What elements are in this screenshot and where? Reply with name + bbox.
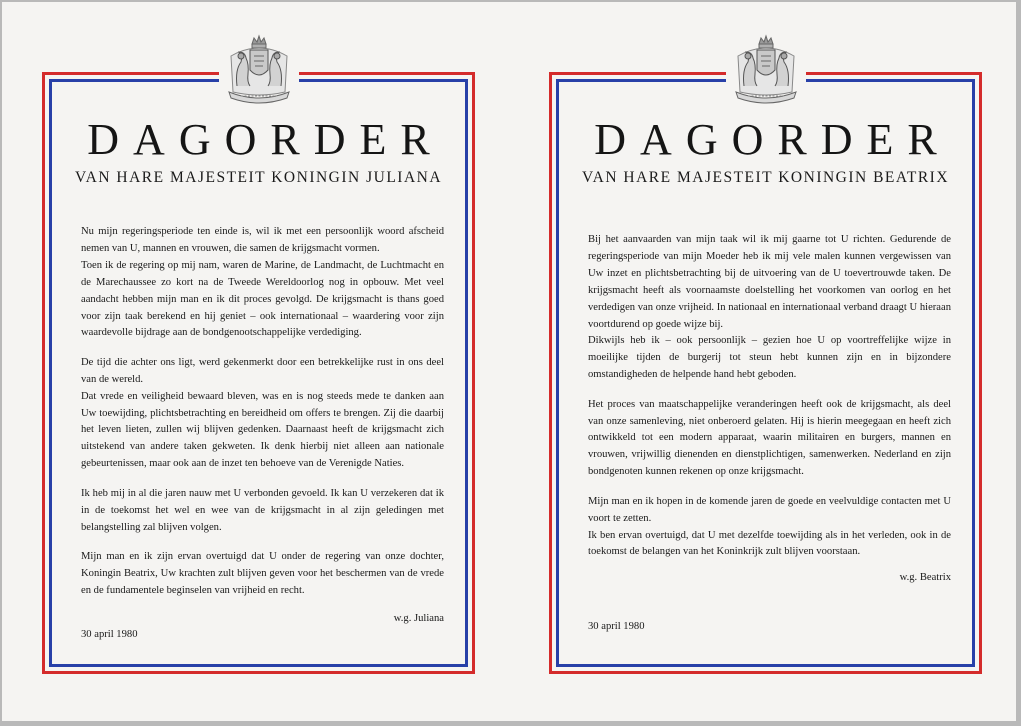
paragraph-line: Toen ik de regering op mij nam, waren de Marine, de Landmacht, de Luchtmacht en de Marechaussee zo kort na de Tweede Wereldoorlog nog in opbouw. Met veel aandacht hebben mijn man en ik dit proces gevolgd. De krijgsmacht is thans goed voor zijn taak berekend en hij geniet – ook internationaal – waardering voor zijn waardevolle bijdrage aan de bondgenootschappelijke verdediging. — [81, 259, 444, 339]
page-title: DAGORDER — [87, 115, 444, 164]
paragraph-line: Nu mijn regeringsperiode ten einde is, wil ik met een persoonlijk woord afscheid nemen van U, mannen en vrouwen, die samen de krijgsmacht vormen. — [81, 226, 444, 254]
paragraph-line: Ik heb mij in al die jaren nauw met U verbonden gevoeld. Ik kan U verzekeren dat ik in de toekomst het wel en wee van de krijgsmacht in al zijn geledingen met belangstelling zal blijven volgen. — [81, 487, 444, 533]
paragraph-line: Mijn man en ik zijn ervan overtuigd dat U onder de regering van onze dochter, Koningin Beatrix, Uw krachten zult blijven geven voor het beschermen van de vrede en de fundamentele beginselen van vrijheid en recht. — [81, 550, 444, 596]
date: 30 april 1980 — [81, 629, 138, 640]
paragraph-line: Mijn man en ik hopen in de komende jaren de goede en veelvuldige contacten met U voort te zetten. — [588, 495, 951, 524]
paragraph — [588, 494, 951, 562]
paragraph — [588, 232, 951, 384]
paragraph-line: Bij het aanvaarden van mijn taak wil ik mij gaarne tot U richten. Gedurende de regeringsperiode van mijn Moeder heb ik mij vele malen kunnen vergewissen van Uw inzet en plichtsbetrachting bij de uitvoering van de U toevertrouwde taken. De krijgsmacht heeft als voornaamste doelstelling het voorkomen van oorlog en het verdedigen van onze vrijheid. In nationaal en internationaal verband draagt U hieraan voortdurend op goede wijze bij. — [588, 234, 951, 330]
paragraph — [81, 486, 444, 537]
signature: w.g. Beatrix — [899, 572, 951, 583]
paragraph — [81, 355, 444, 473]
paragraph-line: De tijd die achter ons ligt, werd gekenmerkt door een betrekkelijke rust in ons deel van de wereld. — [81, 356, 444, 385]
body-text — [588, 232, 951, 574]
page-title: DAGORDER — [594, 115, 951, 164]
page-subtitle: VAN HARE MAJESTEIT KONINGIN JULIANA — [74, 169, 443, 186]
paragraph — [81, 224, 444, 342]
paragraph-line: Dat vrede en veiligheid bewaard bleven, was en is nog steeds mede te danken aan Uw toewijding, plichtsbetrachting en bereidheid om offers te brengen. Zij die daarbij het leven lieten, zullen wij blijven gedenken. Daarnaast heeft de krijgsmacht zich uitstekend van andere taken gekweten. Ik denk hierbij niet alleen aan nationale gebeurtenissen, maar ook aan de inzet ten behoeve van de Verenigde Naties. — [81, 390, 444, 470]
royal-coat-of-arms-icon — [726, 34, 806, 108]
page-subtitle: VAN HARE MAJESTEIT KONINGIN BEATRIX — [581, 169, 950, 186]
dagorder-juliana — [42, 72, 475, 674]
body-text — [81, 224, 444, 612]
paragraph-line: Het proces van maatschappelijke veranderingen heeft ook de krijgsmacht, als deel van onze samenleving, niet onberoerd gelaten. Hij is hierin meegegaan en heeft zich ontwikkeld tot een modern apparaat, waarin militairen en burgers, mannen en vrouwen, vrijwillig dienenden en dienstplichtigen, samenwerken. Nederland en zijn bondgenoten kunnen rekenen op onze krijgsmacht. — [588, 398, 951, 478]
paragraph — [81, 549, 444, 600]
paragraph-line: Ik ben ervan overtuigd, dat U met dezelfde toewijding als in het verleden, ook in de toekomst de belangen van het Koninkrijk zult blijven voorstaan. — [588, 529, 951, 558]
royal-coat-of-arms-icon — [219, 34, 299, 108]
signature: w.g. Juliana — [393, 613, 444, 624]
dagorder-beatrix — [549, 72, 982, 674]
paragraph — [588, 397, 951, 482]
date: 30 april 1980 — [588, 621, 645, 632]
paragraph-line: Dikwijls heb ik – ook persoonlijk – gezien hoe U op voortreffelijke wijze in moeilijke tijden de burgerij tot steun hebt kunnen zijn en in bijzondere omstandigheden de helpende hand hebt geboden. — [588, 335, 951, 381]
document-sheet — [2, 2, 1016, 721]
